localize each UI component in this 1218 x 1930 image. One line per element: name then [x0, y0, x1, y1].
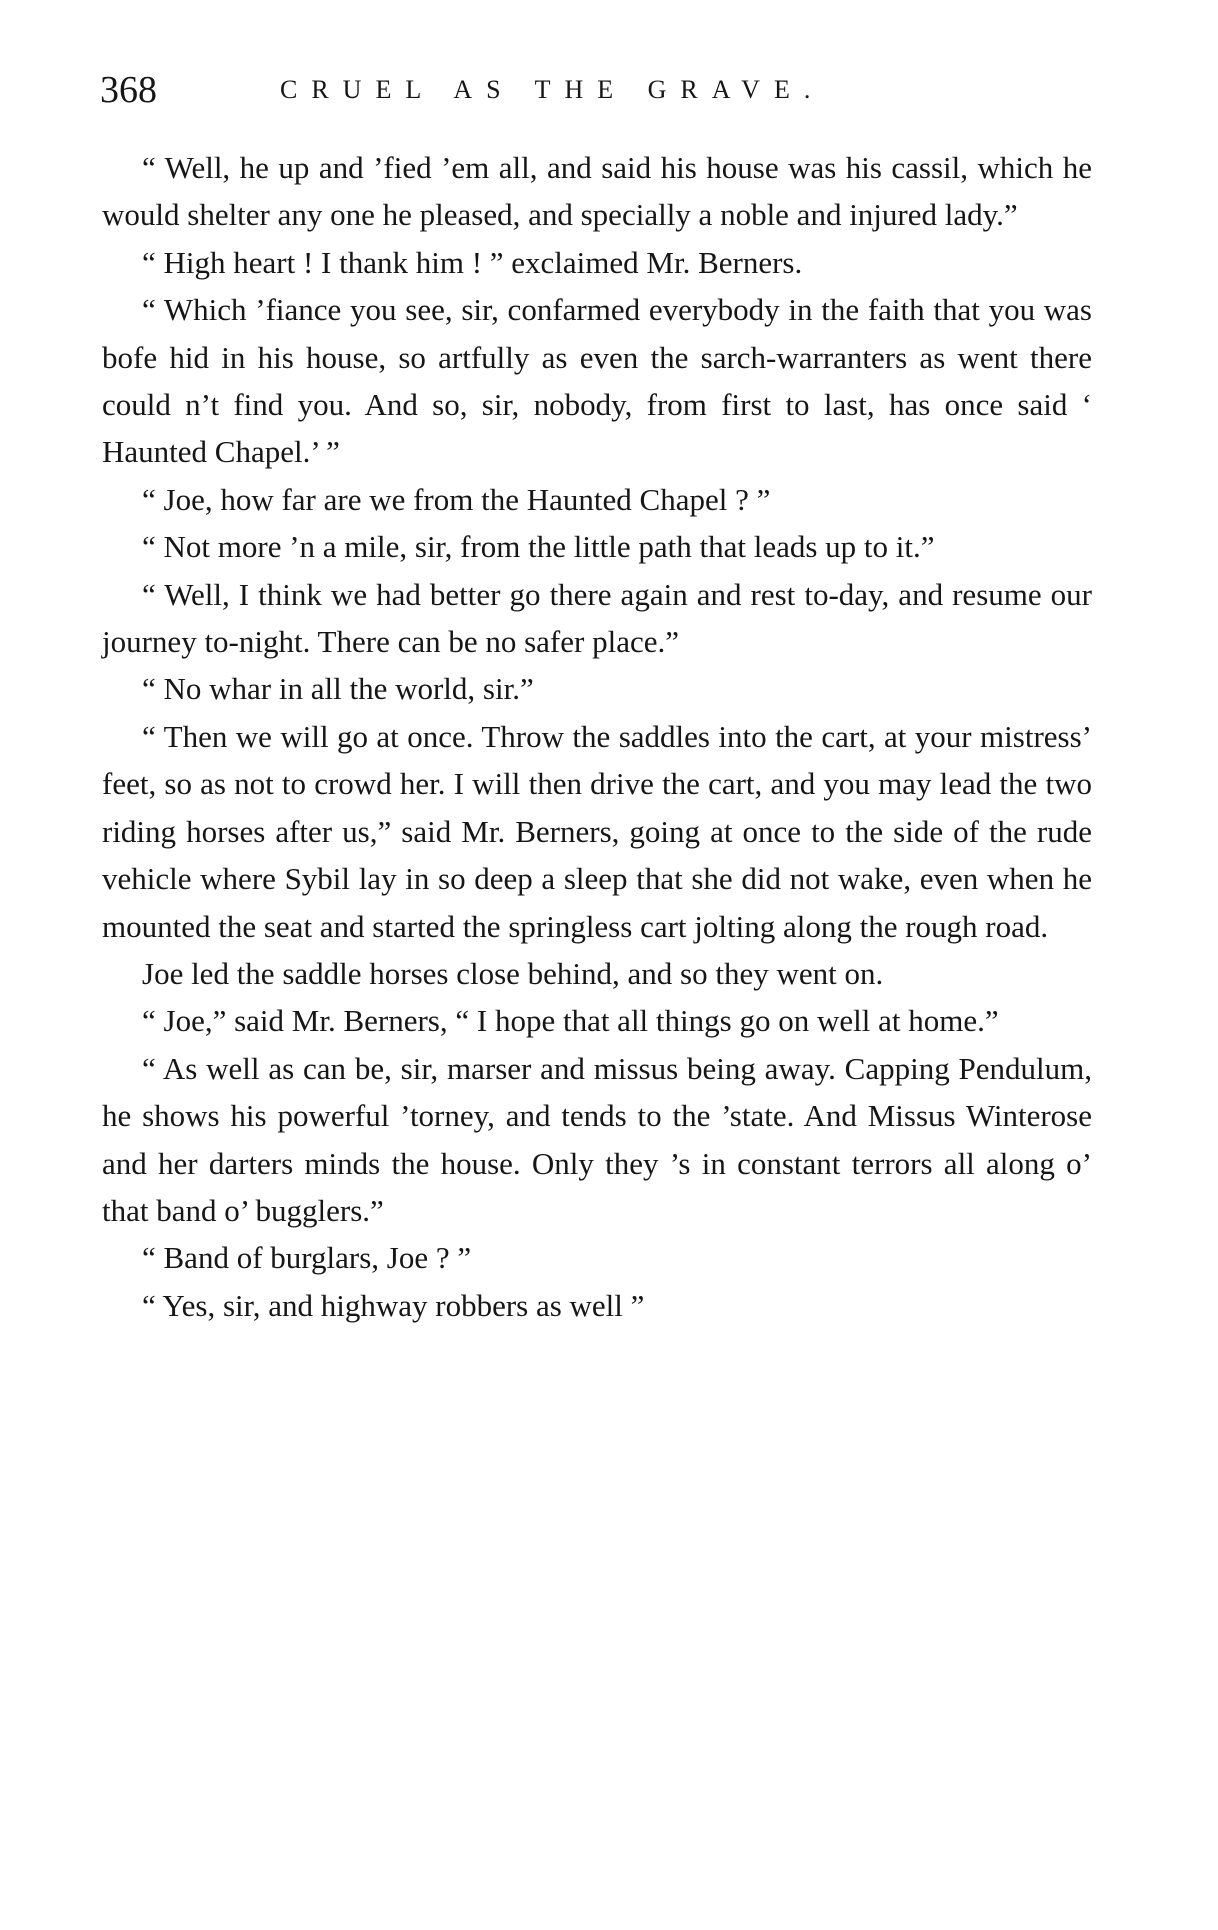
running-title: CRUEL AS THE GRAVE.	[280, 75, 825, 104]
paragraph: “ Then we will go at once. Throw the saddles into the cart, at your mistress’ feet, so as not to crowd her. I will then drive the cart, and you may lead the two riding horses after us,” said Mr. Berners, going at once to the side of the rude vehicle where Sybil lay in so deep a sleep that she did not wake, even when he mounted the seat and started the springless cart jolting along the rough road.	[102, 718, 1092, 944]
paragraph: “ Band of burglars, Joe ? ”	[142, 1240, 472, 1276]
paragraph: Joe led the saddle horses close behind, and so they went on.	[142, 955, 884, 991]
page-number: 368	[100, 69, 157, 111]
paragraph: “ Well, he up and ’fied ’em all, and said his house was his cassil, which he would shelter any one he pleased, and specially a noble and injured lady.”	[102, 150, 1092, 233]
paragraph: “ Joe, how far are we from the Haunted Chapel ? ”	[142, 481, 771, 517]
paragraph: “ Joe,” said Mr. Berners, “ I hope that all things go on well at home.”	[142, 1003, 999, 1039]
paragraph: “ Not more ’n a mile, sir, from the little path that leads up to it.”	[142, 529, 935, 565]
paragraph: “ As well as can be, sir, marser and missus being away. Capping Pendulum, he shows his powerful ’torney, and tends to the ’state. And Missus Winterose and her darters minds the house. Only they ’s in constant terrors all along o’ that band o’ bugglers.”	[102, 1050, 1092, 1228]
page-header	[100, 60, 1100, 120]
paragraph: “ Which ’fiance you see, sir, confarmed everybody in the faith that you was bofe hid in his house, so artfully as even the sarch-warranters as went there could n’t find you. And so, sir, nobody, from first to last, has once said ‘ Haunted Chapel.’ ”	[102, 292, 1092, 470]
body-text	[102, 144, 1092, 1329]
paragraph: “ High heart ! I thank him ! ” exclaimed Mr. Berners.	[142, 244, 803, 280]
paragraph: “ Yes, sir, and highway robbers as well ”	[142, 1287, 645, 1323]
paragraph: “ Well, I think we had better go there again and rest to-day, and resume our journey to-night. There can be no safer place.”	[102, 576, 1092, 660]
paragraph: “ No whar in all the world, sir.”	[142, 671, 534, 707]
